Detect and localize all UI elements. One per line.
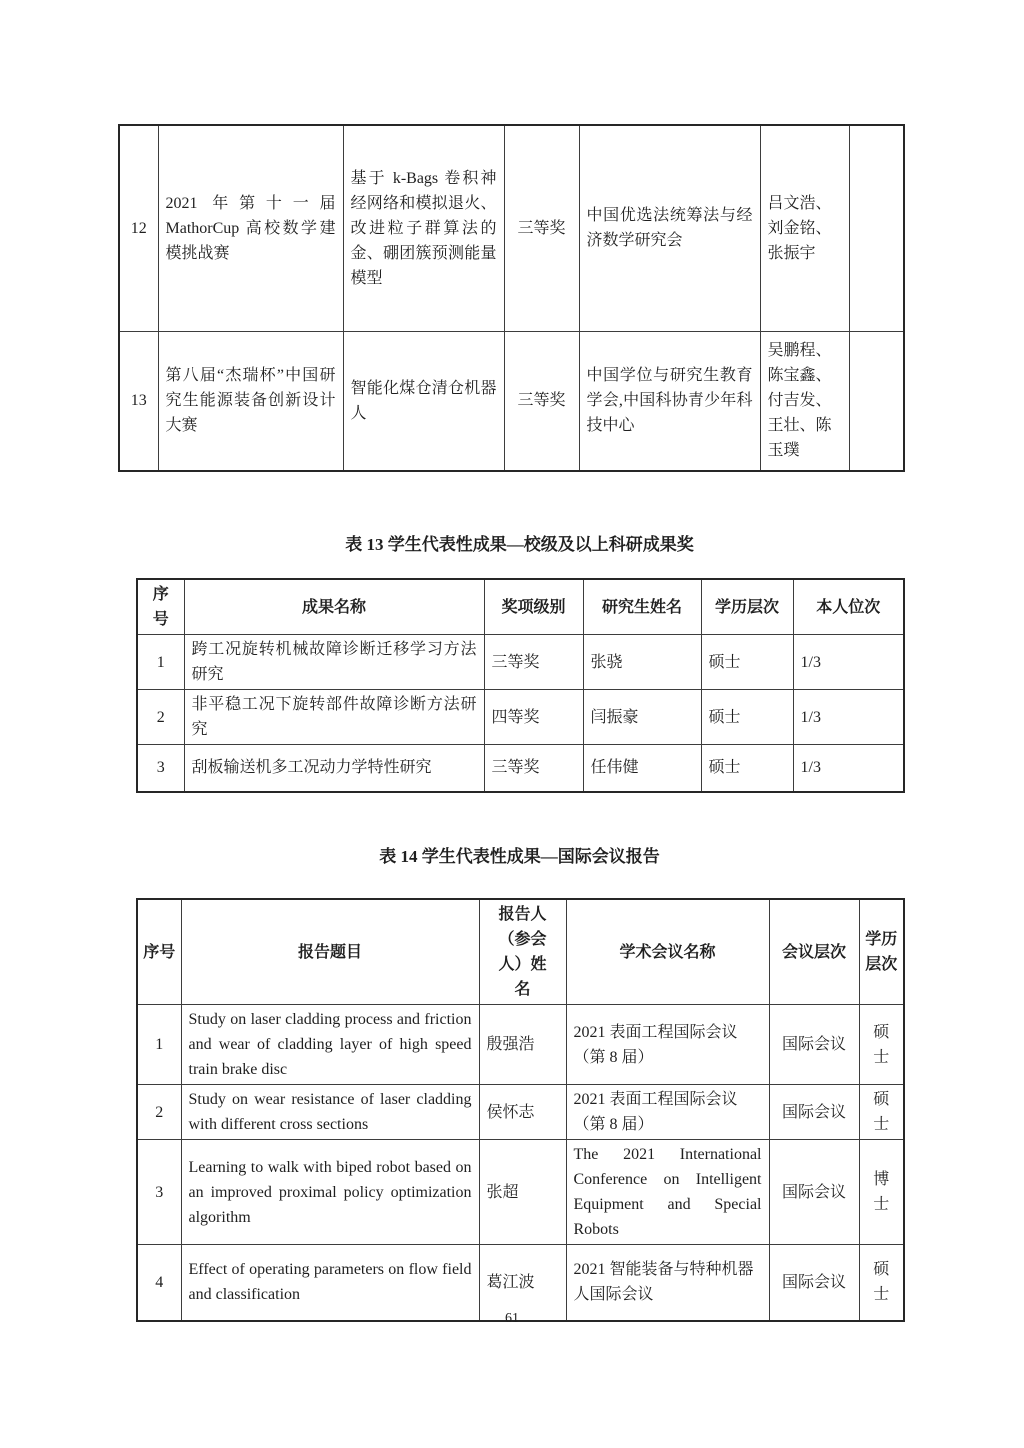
degree-level-cell: 硕士 (859, 1085, 904, 1140)
report-title-cell: Study on laser cladding process and friction and wear of cladding layer of high speed train brake disc (181, 1005, 479, 1085)
serial-cell: 3 (137, 1140, 181, 1245)
column-header-report-title: 报告题目 (181, 899, 479, 1005)
column-header-degree-level: 学历层次 (701, 579, 793, 635)
organizer-cell: 中国学位与研究生教育学会,中国科协青少年科技中心 (579, 331, 760, 471)
entry-name-cell: 基于 k-Bags 卷积神经网络和模拟退火、改进粒子群算法的金、硼团簇预测能量模型 (343, 125, 504, 331)
header-label: 序号 (152, 586, 169, 628)
student-name-cell: 任伟健 (583, 745, 701, 792)
conference-name-cell: The 2021 International Conference on Intelligent Equipment and Special Robots (566, 1140, 769, 1245)
table-row (137, 635, 904, 690)
serial-cell: 1 (137, 1005, 181, 1085)
column-header-student-name: 研究生姓名 (583, 579, 701, 635)
column-header-conference-name: 学术会议名称 (566, 899, 769, 1005)
column-header-personal-rank: 本人位次 (793, 579, 904, 635)
table-row (119, 331, 904, 471)
report-title-cell: Effect of operating parameters on flow field and classification (181, 1245, 479, 1321)
serial-cell: 2 (137, 1085, 181, 1140)
award-level-cell: 三等奖 (504, 331, 579, 471)
table-row (137, 1085, 904, 1140)
achievement-name-cell: 刮板输送机多工况动力学特性研究 (184, 745, 484, 792)
header-label: 报告人（参会人）姓名 (498, 906, 547, 998)
competition-awards-table-continued (118, 124, 905, 472)
column-header-award-grade: 奖项级别 (484, 579, 583, 635)
degree-level-cell: 硕士 (701, 745, 793, 792)
report-title-cell: Study on wear resistance of laser cladding with different cross sections (181, 1085, 479, 1140)
table-row (119, 125, 904, 331)
report-title-cell: Learning to walk with biped robot based on an improved proximal policy optimization algorithm (181, 1140, 479, 1245)
personal-rank-cell: 1/3 (793, 745, 904, 792)
column-header-presenter (479, 899, 566, 1005)
presenter-cell: 葛江波 (479, 1245, 566, 1321)
conference-name-cell: 2021 表面工程国际会议（第 8 届） (566, 1005, 769, 1085)
row-number-cell: 12 (119, 125, 158, 331)
conference-level-cell: 国际会议 (769, 1005, 859, 1085)
table-row (137, 690, 904, 745)
empty-cell (849, 125, 904, 331)
table14-title: 表 14 学生代表性成果—国际会议报告 (379, 847, 660, 866)
conference-level-cell: 国际会议 (769, 1140, 859, 1245)
column-header-serial (137, 579, 184, 635)
header-row (137, 899, 904, 1005)
degree-level-cell: 博士 (859, 1140, 904, 1245)
table13-title: 表 13 学生代表性成果—校级及以上科研成果奖 (345, 535, 694, 554)
page-number: 61 (505, 1311, 519, 1326)
conference-level-cell: 国际会议 (769, 1085, 859, 1140)
serial-cell: 2 (137, 690, 184, 745)
personal-rank-cell: 1/3 (793, 690, 904, 745)
team-members-cell: 吕文浩、刘金铭、张振宇 (760, 125, 849, 331)
serial-cell: 4 (137, 1245, 181, 1321)
entry-name-cell: 智能化煤仓清仓机器人 (343, 331, 504, 471)
conference-reports-table (136, 898, 905, 1322)
serial-cell: 1 (137, 635, 184, 690)
presenter-cell: 侯怀志 (479, 1085, 566, 1140)
row-number-cell: 13 (119, 331, 158, 471)
degree-level-cell: 硕士 (701, 635, 793, 690)
serial-cell: 3 (137, 745, 184, 792)
header-row (137, 579, 904, 635)
achievement-awards-table (136, 578, 905, 793)
table-row (137, 1245, 904, 1321)
column-header-serial: 序号 (137, 899, 181, 1005)
personal-rank-cell: 1/3 (793, 635, 904, 690)
conference-name-cell: 2021 表面工程国际会议（第 8 届） (566, 1085, 769, 1140)
degree-level-cell: 硕士 (701, 690, 793, 745)
empty-cell (849, 331, 904, 471)
degree-level-cell: 硕士 (859, 1005, 904, 1085)
award-grade-cell: 三等奖 (484, 635, 583, 690)
column-header-degree-level: 学历层次 (859, 899, 904, 1005)
table-row (137, 745, 904, 792)
column-header-conference-level: 会议层次 (769, 899, 859, 1005)
award-grade-cell: 三等奖 (484, 745, 583, 792)
degree-level-cell: 硕士 (859, 1245, 904, 1321)
presenter-cell: 张超 (479, 1140, 566, 1245)
award-grade-cell: 四等奖 (484, 690, 583, 745)
team-members-cell: 吴鹏程、陈宝鑫、付吉发、王壮、陈玉璞 (760, 331, 849, 471)
award-level-cell: 三等奖 (504, 125, 579, 331)
achievement-name-cell: 非平稳工况下旋转部件故障诊断方法研究 (184, 690, 484, 745)
presenter-cell: 殷强浩 (479, 1005, 566, 1085)
table-row (137, 1005, 904, 1085)
student-name-cell: 张骁 (583, 635, 701, 690)
competition-name-cell: 2021 年第十一届 MathorCup 高校数学建模挑战赛 (158, 125, 343, 331)
table-row (137, 1140, 904, 1245)
organizer-cell: 中国优选法统筹法与经济数学研究会 (579, 125, 760, 331)
achievement-name-cell: 跨工况旋转机械故障诊断迁移学习方法研究 (184, 635, 484, 690)
conference-name-cell: 2021 智能装备与特种机器人国际会议 (566, 1245, 769, 1321)
column-header-achievement: 成果名称 (184, 579, 484, 635)
conference-level-cell: 国际会议 (769, 1245, 859, 1321)
competition-name-cell: 第八届“杰瑞杯”中国研究生能源装备创新设计大赛 (158, 331, 343, 471)
student-name-cell: 闫振豪 (583, 690, 701, 745)
